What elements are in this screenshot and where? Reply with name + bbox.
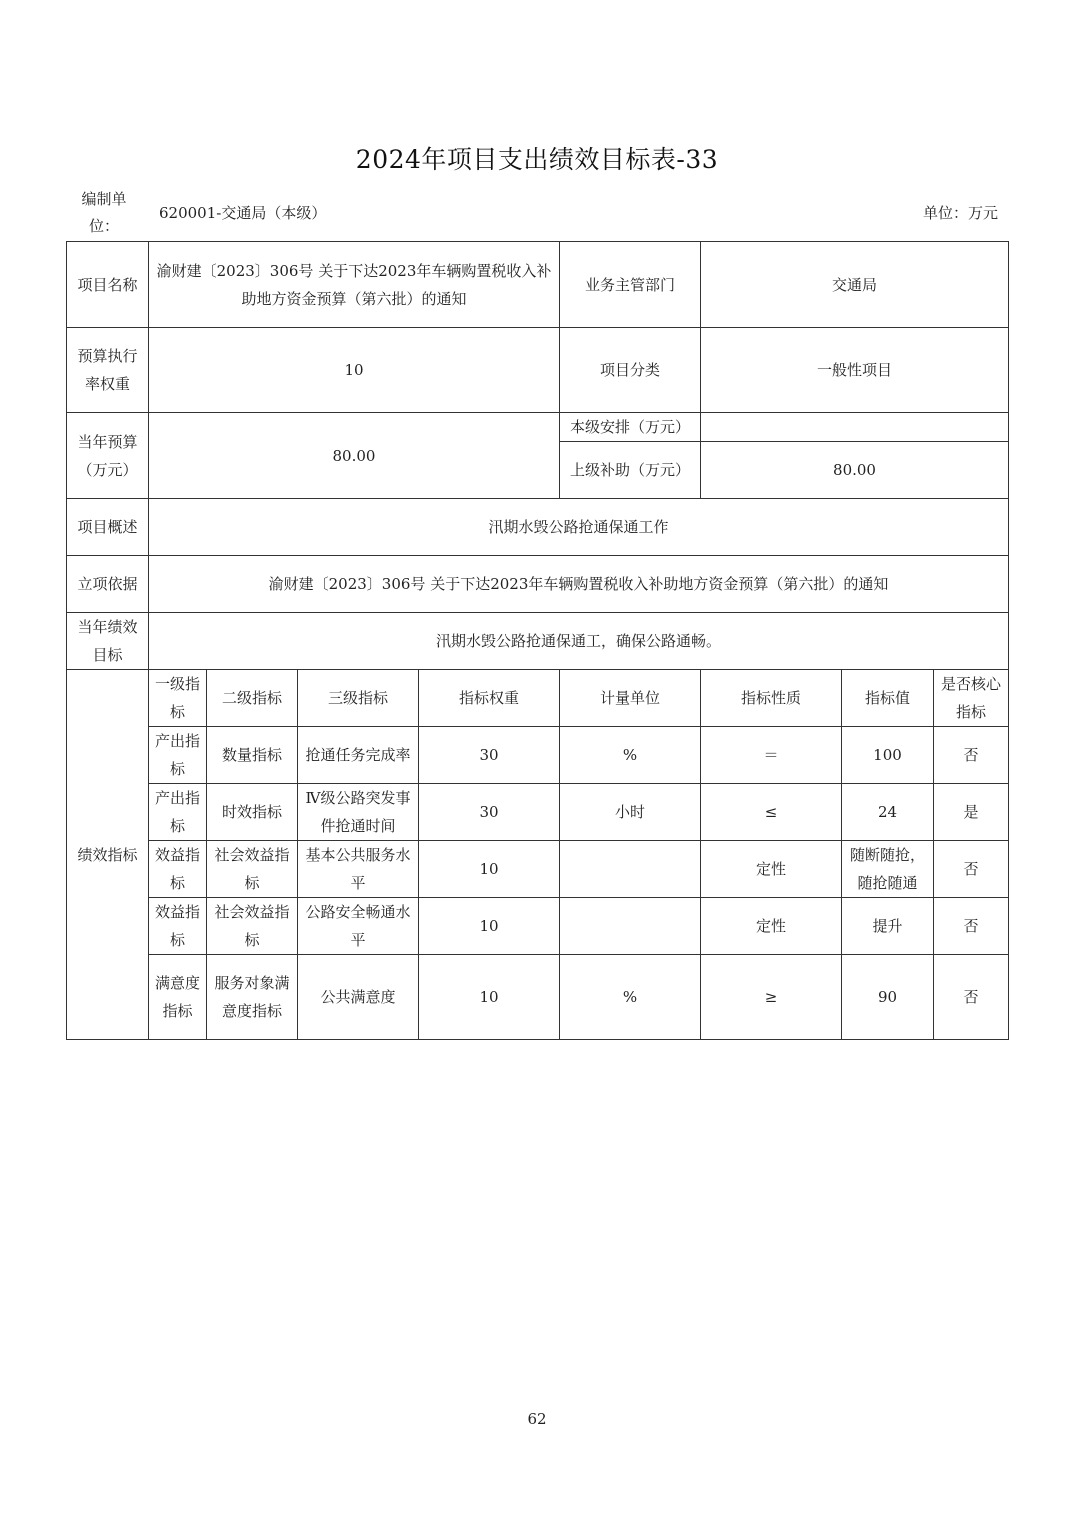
row5-core: 否 xyxy=(934,955,1009,1040)
category-value: 一般性项目 xyxy=(701,328,1009,413)
header-level2: 二级指标 xyxy=(207,670,298,727)
dept-value: 交通局 xyxy=(701,242,1009,328)
dept-label: 业务主管部门 xyxy=(560,242,701,328)
row2-weight: 30 xyxy=(419,784,560,841)
upper-subsidy-label: 上级补助（万元） xyxy=(560,442,701,499)
row3-core: 否 xyxy=(934,841,1009,898)
header-core: 是否核心指标 xyxy=(934,670,1009,727)
row5-nature: ≥ xyxy=(701,955,842,1040)
local-budget-value xyxy=(701,413,1009,442)
header-unit: 计量单位 xyxy=(560,670,701,727)
row1-core: 否 xyxy=(934,727,1009,784)
unit-label: 编制单位： xyxy=(81,190,127,235)
row5-unit: % xyxy=(560,955,701,1040)
table-row xyxy=(67,898,1009,955)
basis-label: 立项依据 xyxy=(67,556,149,613)
table-row xyxy=(67,841,1009,898)
row4-value: 提升 xyxy=(842,898,934,955)
row2-level1: 产出指标 xyxy=(149,784,207,841)
goal-label: 当年绩效目标 xyxy=(67,613,149,670)
budget-label: 当年预算（万元） xyxy=(67,413,149,499)
row1-level2: 数量指标 xyxy=(207,727,298,784)
row2-level2: 时效指标 xyxy=(207,784,298,841)
budget-value: 80.00 xyxy=(149,413,560,499)
header-value: 指标值 xyxy=(842,670,934,727)
header-level1: 一级指标 xyxy=(149,670,207,727)
page-number: 62 xyxy=(527,1410,547,1428)
row1-nature: ＝ xyxy=(701,727,842,784)
row2-core: 是 xyxy=(934,784,1009,841)
basis-value: 渝财建〔2023〕306号 关于下达2023年车辆购置税收入补助地方资金预算（第六批）的通知 xyxy=(149,556,1009,613)
row5-level1: 满意度指标 xyxy=(149,955,207,1040)
row4-level3: 公路安全畅通水平 xyxy=(298,898,419,955)
header-level3: 三级指标 xyxy=(298,670,419,727)
category-label: 项目分类 xyxy=(560,328,701,413)
overview-value: 汛期水毁公路抢通保通工作 xyxy=(149,499,1009,556)
row1-level3: 抢通任务完成率 xyxy=(298,727,419,784)
row3-level2: 社会效益指标 xyxy=(207,841,298,898)
project-name-label: 项目名称 xyxy=(67,242,149,328)
header-nature: 指标性质 xyxy=(701,670,842,727)
row2-value: 24 xyxy=(842,784,934,841)
row1-value: 100 xyxy=(842,727,934,784)
row4-core: 否 xyxy=(934,898,1009,955)
row1-unit: % xyxy=(560,727,701,784)
row5-weight: 10 xyxy=(419,955,560,1040)
row2-level3: Ⅳ级公路突发事件抢通时间 xyxy=(298,784,419,841)
row3-level1: 效益指标 xyxy=(149,841,207,898)
row5-level3: 公共满意度 xyxy=(298,955,419,1040)
row5-level2: 服务对象满意度指标 xyxy=(207,955,298,1040)
row2-unit: 小时 xyxy=(560,784,701,841)
row3-nature: 定性 xyxy=(701,841,842,898)
row4-weight: 10 xyxy=(419,898,560,955)
exec-weight-label: 预算执行率权重 xyxy=(67,328,149,413)
row1-weight: 30 xyxy=(419,727,560,784)
unit-value: 620001-交通局（本级） xyxy=(159,204,327,222)
row4-level2: 社会效益指标 xyxy=(207,898,298,955)
table-row xyxy=(67,727,1009,784)
page-title: 2024年项目支出绩效目标表-33 xyxy=(355,145,719,174)
row5-value: 90 xyxy=(842,955,934,1040)
local-budget-label: 本级安排（万元） xyxy=(560,413,701,442)
upper-subsidy-value: 80.00 xyxy=(701,442,1009,499)
row4-unit xyxy=(560,898,701,955)
row3-value: 随断随抢，随抢随通 xyxy=(842,841,934,898)
header-weight: 指标权重 xyxy=(419,670,560,727)
overview-label: 项目概述 xyxy=(67,499,149,556)
row2-nature: ≤ xyxy=(701,784,842,841)
row3-unit xyxy=(560,841,701,898)
table-row xyxy=(67,955,1009,1040)
performance-table xyxy=(66,241,1009,1040)
row4-level1: 效益指标 xyxy=(149,898,207,955)
currency-label: 单位：万元 xyxy=(922,204,998,222)
goal-value: 汛期水毁公路抢通保通工，确保公路通畅。 xyxy=(149,613,1009,670)
row3-weight: 10 xyxy=(419,841,560,898)
exec-weight-value: 10 xyxy=(149,328,560,413)
row4-nature: 定性 xyxy=(701,898,842,955)
row1-level1: 产出指标 xyxy=(149,727,207,784)
row3-level3: 基本公共服务水平 xyxy=(298,841,419,898)
table-row xyxy=(67,784,1009,841)
project-name-value: 渝财建〔2023〕306号 关于下达2023年车辆购置税收入补助地方资金预算（第六批）的通知 xyxy=(149,242,560,328)
indicators-section-label: 绩效指标 xyxy=(67,670,149,1040)
